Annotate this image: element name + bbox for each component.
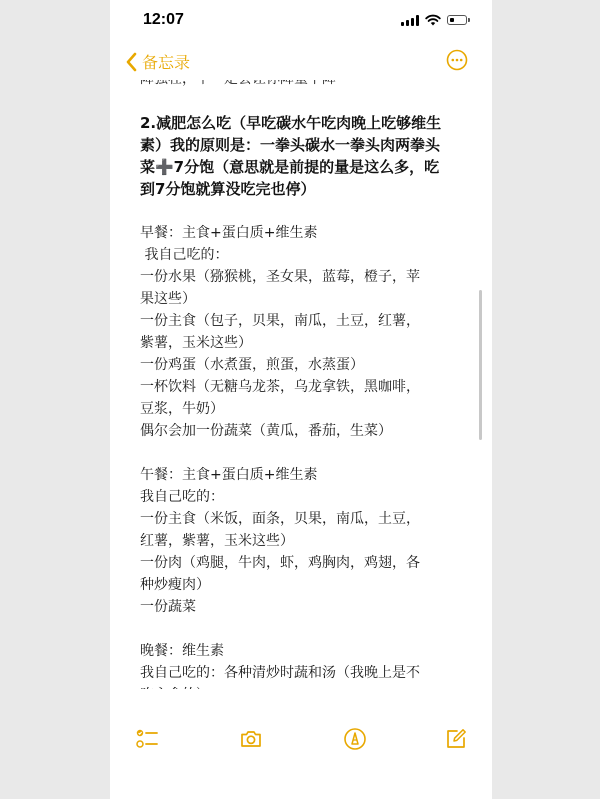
note-line: 我自己吃的： (140, 247, 229, 263)
note-line: 红薯，紫薯，玉米这些） (140, 533, 294, 549)
compose-button[interactable] (444, 727, 468, 751)
more-options-icon[interactable] (446, 49, 468, 71)
wifi-icon (425, 14, 441, 26)
note-line: 一份水果（猕猴桃，圣女果，蓝莓，橙子，苹 (140, 269, 420, 285)
note-line: 到7分饱就算没吃完也停） (140, 180, 316, 198)
note-line: 一杯饮料（无糖乌龙茶，乌龙拿铁，黑咖啡， (140, 379, 420, 395)
note-heading (140, 112, 480, 200)
note-line: 我自己吃的： (140, 489, 224, 505)
bottom-toolbar (110, 689, 492, 799)
markup-button[interactable] (343, 727, 367, 751)
status-time: 12:07 (143, 11, 184, 28)
note-line: 紫薯，玉米这些） (140, 335, 252, 351)
checklist-icon (135, 727, 159, 751)
back-button[interactable] (124, 50, 190, 73)
signal-icon (401, 15, 419, 26)
note-line: 晚餐：维生素 (140, 643, 224, 659)
note-line: 早餐：主食+蛋白质+维生素 (140, 225, 318, 241)
note-line: 种炒瘦肉） (140, 577, 210, 593)
checklist-button[interactable] (135, 727, 159, 751)
note-line: 午餐：主食+蛋白质+维生素 (140, 467, 318, 483)
camera-icon (239, 727, 263, 751)
note-line: 一份蔬菜 (140, 599, 196, 615)
note-line: 2.减肥怎么吃（早吃碳水午吃肉晚上吃够维生 (140, 114, 442, 132)
breakfast-section (140, 222, 480, 442)
note-line: 一份肉（鸡腿，牛肉，虾，鸡胸肉，鸡翅，各 (140, 555, 420, 571)
note-line: 菜➕7分饱（意思就是前提的量是这么多，吃 (140, 158, 440, 176)
note-line: 偶尔会加一份蔬菜（黄瓜，番茄，生菜） (140, 423, 392, 439)
note-line: 我自己吃的：各种清炒时蔬和汤（我晚上是不 (140, 665, 420, 681)
status-icons (401, 14, 470, 26)
note-body[interactable] (140, 72, 480, 706)
note-line: 豆浆，牛奶） (140, 401, 224, 417)
scrollbar[interactable] (479, 290, 482, 440)
note-line: 素）我的原则是：一拳头碳水一拳头肉两拳头 (140, 136, 441, 154)
back-label: 备忘录 (142, 53, 191, 72)
camera-button[interactable] (239, 727, 263, 751)
note-line: 一份鸡蛋（水煮蛋，煎蛋，水蒸蛋） (140, 357, 364, 373)
note-line: 一份主食（米饭，面条，贝果，南瓜，土豆， (140, 511, 420, 527)
battery-icon (447, 15, 467, 25)
compose-icon (444, 727, 468, 751)
nav-bar (110, 44, 492, 80)
lunch-section (140, 464, 480, 618)
markup-icon (343, 727, 367, 751)
chevron-left-icon (124, 51, 140, 73)
phone-screen (110, 0, 492, 799)
battery-cap (468, 18, 470, 22)
note-line: 一份主食（包子，贝果，南瓜，土豆，红薯， (140, 313, 420, 329)
note-line: 果这些） (140, 291, 196, 307)
status-bar (110, 0, 492, 40)
